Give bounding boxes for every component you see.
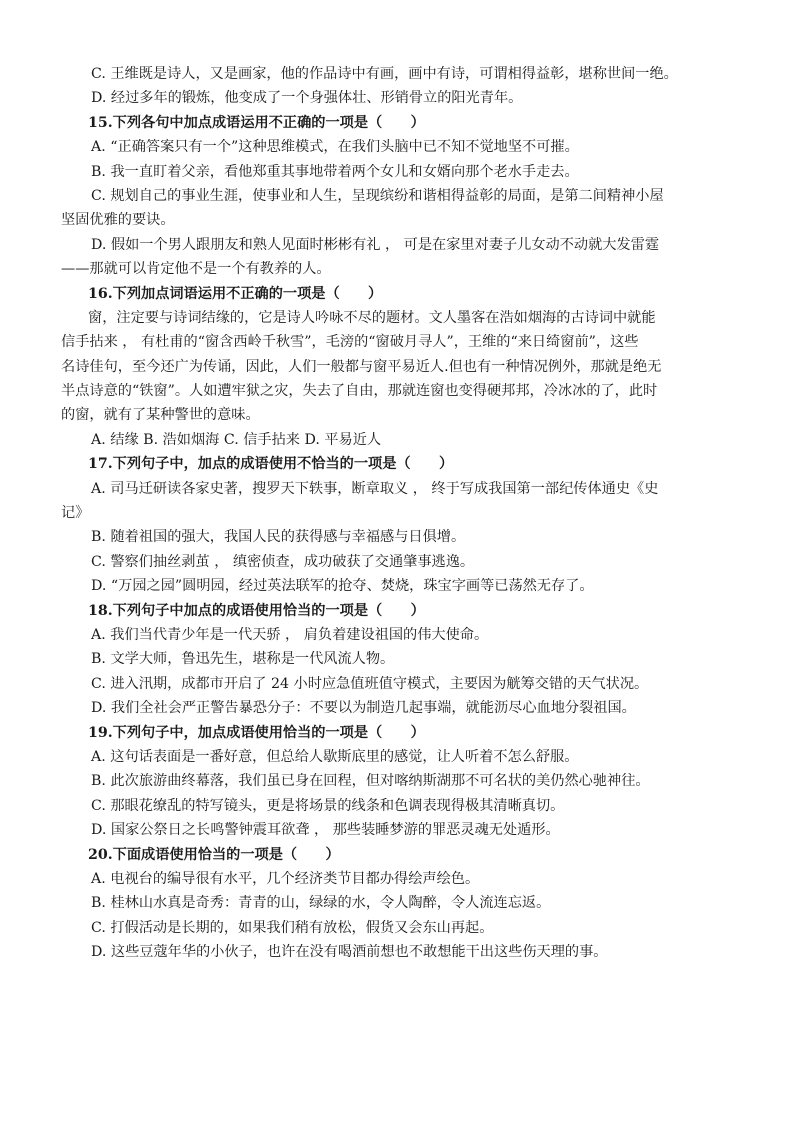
answer-option: B. 文学大师，鲁迅先生，堪称是一代风流人物。 — [91, 651, 395, 668]
answer-option: A. 司马迁研读各家史著，搜罗天下轶事，断章取义 ， 终于写成我国第一部纪传体通史《史 — [91, 480, 659, 497]
answer-option: D. 国家公祭日之长鸣警钟震耳欲聋 ， 那些装睡梦游的罪恶灵魂无处遁形。 — [91, 822, 560, 839]
answer-option: C. 那眼花缭乱的特写镜头，更是将场景的线条和色调表现得极其清晰真切。 — [91, 797, 565, 814]
answer-option: A. 我们当代青少年是一代天骄 ， 肩负着建设祖国的伟大使命。 — [91, 626, 489, 643]
answer-option: D. 假如一个男人跟朋友和熟人见面时彬彬有礼 ， 可是在家里对妻子儿女动不动就大发雷霆 — [91, 236, 660, 253]
question-heading: 19.下列句子中，加点成语使用恰当的一项是（ ） — [88, 724, 425, 741]
continued-line: 名诗佳句，至今还广为传诵，因此，人们一般都与窗平易近人.但也有一种情况例外，那就是绝无 — [61, 358, 662, 375]
answer-option: A. 结缘 B. 浩如烟海 C. 信手拈来 D. 平易近人 — [91, 431, 382, 448]
answer-option: C. 进入汛期，成都市开启了 24 小时应急值班值守模式，主要因为觥筹交错的天气状况。 — [91, 675, 649, 692]
passage-line: 窗，注定要与诗词结缘的，它是诗人吟咏不尽的题材。文人墨客在浩如烟海的古诗词中就能 — [88, 309, 656, 326]
answer-option: B. 随着祖国的强大，我国人民的获得感与幸福感与日俱增。 — [91, 529, 466, 546]
continued-line: 半点诗意的“铁窗”。人如遭牢狱之灾，失去了自由，那就连窗也变得硬邦邦，冷冰冰的了，此时 — [61, 383, 658, 400]
answer-option: C. 王维既是诗人，又是画家，他的作品诗中有画，画中有诗，可谓相得益彰，堪称世间一绝。 — [91, 66, 678, 82]
answer-option: D. 我们全社会严正警告暴恐分子：不要以为制造几起事端，就能沥尽心血地分裂祖国。 — [91, 700, 636, 717]
continued-line: 坚固优雅的要诀。 — [61, 212, 175, 229]
answer-option: C. 打假活动是长期的，如果我们稍有放松，假货又会东山再起。 — [91, 919, 494, 936]
answer-option: D. 经过多年的锻炼，他变成了一个身强体壮、形销骨立的阳光青年。 — [91, 90, 523, 107]
answer-option: B. 桂林山水真是奇秀：青青的山，绿绿的水，令人陶醉，令人流连忘返。 — [91, 895, 551, 912]
answer-option: A. “正确答案只有一个”这种思维模式，在我们头脑中已不知不觉地坚不可摧。 — [91, 139, 579, 156]
answer-option: B. 此次旅游曲终幕落，我们虽已身在回程，但对喀纳斯湖那不可名状的美仍然心驰神往。 — [91, 773, 650, 790]
continued-line: 的窗，就有了某种警世的意味。 — [61, 407, 260, 424]
question-heading: 20.下面成语使用恰当的一项是（ ） — [88, 846, 340, 863]
answer-option: D. 这些豆蔻年华的小伙子，也许在没有喝酒前想也不敢想能干出这些伤天理的事。 — [91, 944, 608, 961]
question-heading: 15.下列各句中加点成语运用不正确的一项是（ ） — [88, 114, 425, 131]
answer-option: B. 我一直盯着父亲，看他郑重其事地带着两个女儿和女婿向那个老水手走去。 — [91, 163, 579, 180]
continued-line: 记》 — [61, 505, 90, 522]
question-heading: 16.下列加点词语运用不正确的一项是（ ） — [88, 285, 383, 302]
question-heading: 18.下列句子中加点的成语使用恰当的一项是（ ） — [88, 602, 425, 619]
question-heading: 17.下列句子中，加点的成语使用不恰当的一项是（ ） — [88, 456, 454, 473]
answer-option: D. “万园之园”圆明园，经过英法联军的抢夺、焚烧，珠宝字画等已荡然无存了。 — [91, 578, 594, 595]
answer-option: C. 警察们抽丝剥茧 ， 缜密侦查，成功破获了交通肇事逃逸。 — [91, 553, 475, 570]
continued-line: ——那就可以肯定他不是一个有教养的人。 — [61, 261, 331, 278]
answer-option: A. 电视台的编导很有水平，几个经济类节目都办得绘声绘色。 — [91, 870, 480, 887]
answer-option: C. 规划自己的事业生涯，使事业和人生，呈现缤纷和谐相得益彰的局面，是第二间精神小屋 — [91, 187, 664, 204]
question-list — [61, 62, 738, 964]
continued-line: 信手拈来 ， 有杜甫的“窗含西岭千秋雪”，毛滂的“窗破月寻人”，王维的“来日绮窗前”，这些 — [61, 334, 639, 351]
answer-option: A. 这句话表面是一番好意，但总给人歇斯底里的感觉，让人听着不怎么舒服。 — [91, 748, 579, 765]
